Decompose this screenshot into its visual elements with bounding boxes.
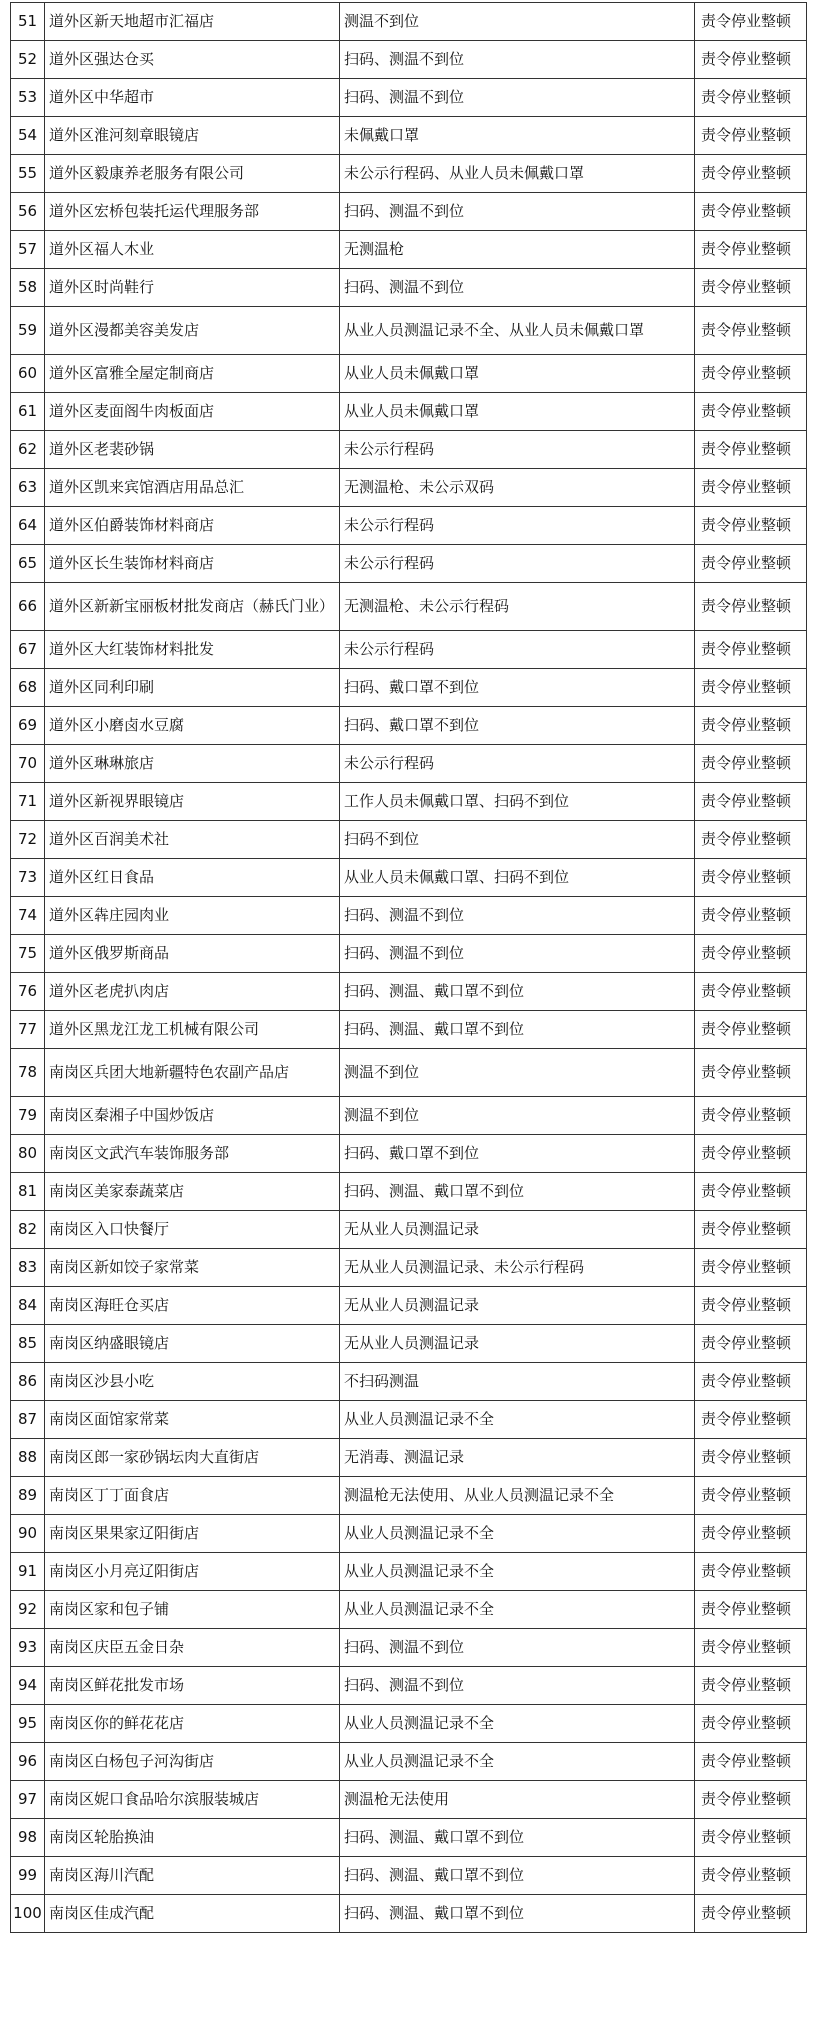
penalty-cell: 责令停业整顿	[695, 1325, 807, 1363]
table-row	[11, 1287, 807, 1325]
penalty-cell: 责令停业整顿	[695, 783, 807, 821]
penalty-cell: 责令停业整顿	[695, 79, 807, 117]
penalty-cell: 责令停业整顿	[695, 1211, 807, 1249]
business-name-cell: 南岗区家和包子铺	[45, 1591, 340, 1629]
business-name-cell: 道外区俄罗斯商品	[45, 935, 340, 973]
violation-cell: 扫码、戴口罩不到位	[340, 669, 695, 707]
business-name-cell: 道外区宏桥包装托运代理服务部	[45, 193, 340, 231]
violation-cell: 扫码、测温、戴口罩不到位	[340, 1173, 695, 1211]
violation-cell: 从业人员测温记录不全	[340, 1515, 695, 1553]
business-name-cell: 南岗区秦湘子中国炒饭店	[45, 1097, 340, 1135]
table-row	[11, 79, 807, 117]
penalty-cell: 责令停业整顿	[695, 1049, 807, 1097]
table-row	[11, 469, 807, 507]
violation-cell: 不扫码测温	[340, 1363, 695, 1401]
table-row	[11, 117, 807, 155]
table-row	[11, 1249, 807, 1287]
business-name-cell: 南岗区入口快餐厅	[45, 1211, 340, 1249]
row-number-cell: 88	[11, 1439, 45, 1477]
violation-cell: 无消毒、测温记录	[340, 1439, 695, 1477]
table-row	[11, 1781, 807, 1819]
violation-cell: 扫码不到位	[340, 821, 695, 859]
business-name-cell: 道外区凯来宾馆酒店用品总汇	[45, 469, 340, 507]
row-number-cell: 97	[11, 1781, 45, 1819]
row-number-cell: 80	[11, 1135, 45, 1173]
penalty-cell: 责令停业整顿	[695, 631, 807, 669]
row-number-cell: 76	[11, 973, 45, 1011]
row-number-cell: 73	[11, 859, 45, 897]
business-name-cell: 道外区黑龙江龙工机械有限公司	[45, 1011, 340, 1049]
row-number-cell: 85	[11, 1325, 45, 1363]
violation-cell: 未公示行程码	[340, 507, 695, 545]
violation-cell: 测温不到位	[340, 3, 695, 41]
row-number-cell: 96	[11, 1743, 45, 1781]
table-row	[11, 745, 807, 783]
penalty-cell: 责令停业整顿	[695, 1173, 807, 1211]
penalty-cell: 责令停业整顿	[695, 1249, 807, 1287]
penalty-cell: 责令停业整顿	[695, 469, 807, 507]
penalty-cell: 责令停业整顿	[695, 155, 807, 193]
penalty-cell: 责令停业整顿	[695, 1781, 807, 1819]
table-row	[11, 707, 807, 745]
table-row	[11, 669, 807, 707]
business-name-cell: 南岗区妮口食品哈尔滨服装城店	[45, 1781, 340, 1819]
business-name-cell: 道外区琳琳旅店	[45, 745, 340, 783]
business-name-cell: 道外区犇庄园肉业	[45, 897, 340, 935]
table-row	[11, 41, 807, 79]
row-number-cell: 92	[11, 1591, 45, 1629]
penalty-cell: 责令停业整顿	[695, 1097, 807, 1135]
violation-cell: 从业人员未佩戴口罩	[340, 393, 695, 431]
business-name-cell: 南岗区面馆家常菜	[45, 1401, 340, 1439]
violation-cell: 测温不到位	[340, 1097, 695, 1135]
table-row	[11, 897, 807, 935]
row-number-cell: 75	[11, 935, 45, 973]
table-row	[11, 1819, 807, 1857]
row-number-cell: 91	[11, 1553, 45, 1591]
table-row	[11, 583, 807, 631]
table-row	[11, 307, 807, 355]
violation-cell: 扫码、测温、戴口罩不到位	[340, 1011, 695, 1049]
business-name-cell: 南岗区新如饺子家常菜	[45, 1249, 340, 1287]
violation-cell: 未公示行程码	[340, 631, 695, 669]
row-number-cell: 83	[11, 1249, 45, 1287]
row-number-cell: 93	[11, 1629, 45, 1667]
penalty-cell: 责令停业整顿	[695, 3, 807, 41]
penalty-cell: 责令停业整顿	[695, 821, 807, 859]
business-name-cell: 南岗区海川汽配	[45, 1857, 340, 1895]
violation-cell: 无从业人员测温记录	[340, 1211, 695, 1249]
business-name-cell: 道外区中华超市	[45, 79, 340, 117]
business-name-cell: 南岗区鲜花批发市场	[45, 1667, 340, 1705]
table-row	[11, 1515, 807, 1553]
table-row	[11, 821, 807, 859]
penalty-cell: 责令停业整顿	[695, 859, 807, 897]
business-name-cell: 道外区漫都美容美发店	[45, 307, 340, 355]
violation-cell: 未公示行程码	[340, 431, 695, 469]
violation-cell: 无测温枪、未公示行程码	[340, 583, 695, 631]
table-row	[11, 631, 807, 669]
row-number-cell: 90	[11, 1515, 45, 1553]
violation-cell: 从业人员测温记录不全	[340, 1743, 695, 1781]
penalty-cell: 责令停业整顿	[695, 1401, 807, 1439]
row-number-cell: 99	[11, 1857, 45, 1895]
table-row	[11, 193, 807, 231]
table-row	[11, 783, 807, 821]
row-number-cell: 84	[11, 1287, 45, 1325]
penalty-cell: 责令停业整顿	[695, 1591, 807, 1629]
penalty-cell: 责令停业整顿	[695, 431, 807, 469]
violation-cell: 扫码、戴口罩不到位	[340, 1135, 695, 1173]
violation-cell: 从业人员测温记录不全	[340, 1553, 695, 1591]
business-name-cell: 南岗区庆臣五金日杂	[45, 1629, 340, 1667]
table-row	[11, 1477, 807, 1515]
penalty-cell: 责令停业整顿	[695, 707, 807, 745]
table-row	[11, 1705, 807, 1743]
penalty-cell: 责令停业整顿	[695, 1895, 807, 1933]
violations-table	[10, 2, 807, 1933]
row-number-cell: 89	[11, 1477, 45, 1515]
table-body	[11, 3, 807, 1933]
row-number-cell: 65	[11, 545, 45, 583]
row-number-cell: 82	[11, 1211, 45, 1249]
penalty-cell: 责令停业整顿	[695, 355, 807, 393]
penalty-cell: 责令停业整顿	[695, 117, 807, 155]
row-number-cell: 68	[11, 669, 45, 707]
violation-cell: 未佩戴口罩	[340, 117, 695, 155]
penalty-cell: 责令停业整顿	[695, 1629, 807, 1667]
business-name-cell: 道外区百润美术社	[45, 821, 340, 859]
violation-cell: 扫码、测温不到位	[340, 1629, 695, 1667]
row-number-cell: 53	[11, 79, 45, 117]
table-row	[11, 1401, 807, 1439]
row-number-cell: 63	[11, 469, 45, 507]
row-number-cell: 54	[11, 117, 45, 155]
violation-cell: 扫码、测温不到位	[340, 193, 695, 231]
violation-cell: 从业人员测温记录不全	[340, 1705, 695, 1743]
penalty-cell: 责令停业整顿	[695, 973, 807, 1011]
business-name-cell: 道外区红日食品	[45, 859, 340, 897]
table-row	[11, 355, 807, 393]
table-row	[11, 1097, 807, 1135]
business-name-cell: 道外区伯爵装饰材料商店	[45, 507, 340, 545]
violation-cell: 扫码、戴口罩不到位	[340, 707, 695, 745]
row-number-cell: 86	[11, 1363, 45, 1401]
business-name-cell: 道外区新新宝丽板材批发商店（赫氏门业）	[45, 583, 340, 631]
penalty-cell: 责令停业整顿	[695, 1135, 807, 1173]
penalty-cell: 责令停业整顿	[695, 1705, 807, 1743]
table-row	[11, 1173, 807, 1211]
penalty-cell: 责令停业整顿	[695, 507, 807, 545]
penalty-cell: 责令停业整顿	[695, 935, 807, 973]
business-name-cell: 南岗区白杨包子河沟街店	[45, 1743, 340, 1781]
penalty-cell: 责令停业整顿	[695, 1819, 807, 1857]
violation-cell: 扫码、测温不到位	[340, 269, 695, 307]
row-number-cell: 59	[11, 307, 45, 355]
row-number-cell: 55	[11, 155, 45, 193]
violation-cell: 测温不到位	[340, 1049, 695, 1097]
penalty-cell: 责令停业整顿	[695, 1743, 807, 1781]
penalty-cell: 责令停业整顿	[695, 231, 807, 269]
violation-cell: 扫码、测温不到位	[340, 41, 695, 79]
penalty-cell: 责令停业整顿	[695, 307, 807, 355]
business-name-cell: 南岗区你的鲜花花店	[45, 1705, 340, 1743]
row-number-cell: 52	[11, 41, 45, 79]
table-row	[11, 973, 807, 1011]
business-name-cell: 南岗区佳成汽配	[45, 1895, 340, 1933]
penalty-cell: 责令停业整顿	[695, 193, 807, 231]
business-name-cell: 道外区新视界眼镜店	[45, 783, 340, 821]
penalty-cell: 责令停业整顿	[695, 897, 807, 935]
business-name-cell: 道外区时尚鞋行	[45, 269, 340, 307]
penalty-cell: 责令停业整顿	[695, 269, 807, 307]
violation-cell: 从业人员未佩戴口罩、扫码不到位	[340, 859, 695, 897]
violation-cell: 未公示行程码、从业人员未佩戴口罩	[340, 155, 695, 193]
row-number-cell: 67	[11, 631, 45, 669]
row-number-cell: 51	[11, 3, 45, 41]
table-row	[11, 1363, 807, 1401]
row-number-cell: 95	[11, 1705, 45, 1743]
row-number-cell: 61	[11, 393, 45, 431]
violation-cell: 从业人员测温记录不全	[340, 1591, 695, 1629]
row-number-cell: 81	[11, 1173, 45, 1211]
penalty-cell: 责令停业整顿	[695, 669, 807, 707]
penalty-cell: 责令停业整顿	[695, 393, 807, 431]
penalty-cell: 责令停业整顿	[695, 1011, 807, 1049]
penalty-cell: 责令停业整顿	[695, 583, 807, 631]
table-row	[11, 1011, 807, 1049]
violation-cell: 无从业人员测温记录	[340, 1325, 695, 1363]
penalty-cell: 责令停业整顿	[695, 1515, 807, 1553]
row-number-cell: 56	[11, 193, 45, 231]
penalty-cell: 责令停业整顿	[695, 1857, 807, 1895]
table-row	[11, 1135, 807, 1173]
violation-cell: 扫码、测温不到位	[340, 935, 695, 973]
business-name-cell: 南岗区美家泰蔬菜店	[45, 1173, 340, 1211]
business-name-cell: 道外区富雅全屋定制商店	[45, 355, 340, 393]
table-row	[11, 1743, 807, 1781]
row-number-cell: 87	[11, 1401, 45, 1439]
row-number-cell: 94	[11, 1667, 45, 1705]
violation-cell: 无从业人员测温记录	[340, 1287, 695, 1325]
row-number-cell: 62	[11, 431, 45, 469]
violation-cell: 无测温枪、未公示双码	[340, 469, 695, 507]
violation-cell: 从业人员测温记录不全	[340, 1401, 695, 1439]
row-number-cell: 98	[11, 1819, 45, 1857]
row-number-cell: 57	[11, 231, 45, 269]
penalty-cell: 责令停业整顿	[695, 41, 807, 79]
table-row	[11, 859, 807, 897]
row-number-cell: 77	[11, 1011, 45, 1049]
business-name-cell: 道外区同利印刷	[45, 669, 340, 707]
violation-cell: 扫码、测温不到位	[340, 1667, 695, 1705]
business-name-cell: 南岗区文武汽车装饰服务部	[45, 1135, 340, 1173]
violation-cell: 扫码、测温不到位	[340, 79, 695, 117]
business-name-cell: 南岗区郎一家砂锅坛肉大直街店	[45, 1439, 340, 1477]
business-name-cell: 道外区小磨卤水豆腐	[45, 707, 340, 745]
violation-cell: 从业人员未佩戴口罩	[340, 355, 695, 393]
violation-cell: 扫码、测温、戴口罩不到位	[340, 1857, 695, 1895]
row-number-cell: 74	[11, 897, 45, 935]
table-row	[11, 155, 807, 193]
row-number-cell: 71	[11, 783, 45, 821]
business-name-cell: 道外区麦面阁牛肉板面店	[45, 393, 340, 431]
business-name-cell: 道外区老裴砂锅	[45, 431, 340, 469]
penalty-cell: 责令停业整顿	[695, 1667, 807, 1705]
business-name-cell: 道外区老虎扒肉店	[45, 973, 340, 1011]
violation-cell: 无从业人员测温记录、未公示行程码	[340, 1249, 695, 1287]
table-row	[11, 1439, 807, 1477]
table-row	[11, 1591, 807, 1629]
business-name-cell: 道外区淮河刻章眼镜店	[45, 117, 340, 155]
row-number-cell: 79	[11, 1097, 45, 1135]
row-number-cell: 69	[11, 707, 45, 745]
table-row	[11, 231, 807, 269]
table-row	[11, 1325, 807, 1363]
business-name-cell: 南岗区丁丁面食店	[45, 1477, 340, 1515]
table-row	[11, 1895, 807, 1933]
violation-cell: 未公示行程码	[340, 545, 695, 583]
business-name-cell: 南岗区海旺仓买店	[45, 1287, 340, 1325]
business-name-cell: 道外区强达仓买	[45, 41, 340, 79]
table-row	[11, 1629, 807, 1667]
penalty-cell: 责令停业整顿	[695, 1439, 807, 1477]
penalty-cell: 责令停业整顿	[695, 1287, 807, 1325]
table-row	[11, 545, 807, 583]
business-name-cell: 南岗区小月亮辽阳街店	[45, 1553, 340, 1591]
business-name-cell: 南岗区轮胎换油	[45, 1819, 340, 1857]
violation-cell: 从业人员测温记录不全、从业人员未佩戴口罩	[340, 307, 695, 355]
violation-cell: 扫码、测温、戴口罩不到位	[340, 1895, 695, 1933]
table-row	[11, 269, 807, 307]
row-number-cell: 70	[11, 745, 45, 783]
penalty-cell: 责令停业整顿	[695, 1477, 807, 1515]
business-name-cell: 道外区毅康养老服务有限公司	[45, 155, 340, 193]
business-name-cell: 道外区福人木业	[45, 231, 340, 269]
row-number-cell: 78	[11, 1049, 45, 1097]
violation-cell: 测温枪无法使用、从业人员测温记录不全	[340, 1477, 695, 1515]
table-row	[11, 393, 807, 431]
row-number-cell: 64	[11, 507, 45, 545]
violation-cell: 测温枪无法使用	[340, 1781, 695, 1819]
row-number-cell: 66	[11, 583, 45, 631]
business-name-cell: 道外区新天地超市汇福店	[45, 3, 340, 41]
row-number-cell: 72	[11, 821, 45, 859]
row-number-cell: 60	[11, 355, 45, 393]
violation-cell: 工作人员未佩戴口罩、扫码不到位	[340, 783, 695, 821]
business-name-cell: 南岗区沙县小吃	[45, 1363, 340, 1401]
table-row	[11, 507, 807, 545]
row-number-cell: 100	[11, 1895, 45, 1933]
penalty-cell: 责令停业整顿	[695, 1363, 807, 1401]
table-row	[11, 1211, 807, 1249]
business-name-cell: 道外区长生装饰材料商店	[45, 545, 340, 583]
table-row	[11, 1667, 807, 1705]
table-row	[11, 935, 807, 973]
table-row	[11, 1553, 807, 1591]
row-number-cell: 58	[11, 269, 45, 307]
business-name-cell: 南岗区纳盛眼镜店	[45, 1325, 340, 1363]
penalty-cell: 责令停业整顿	[695, 745, 807, 783]
violation-cell: 扫码、测温、戴口罩不到位	[340, 1819, 695, 1857]
business-name-cell: 南岗区兵团大地新疆特色农副产品店	[45, 1049, 340, 1097]
business-name-cell: 南岗区果果家辽阳街店	[45, 1515, 340, 1553]
penalty-cell: 责令停业整顿	[695, 1553, 807, 1591]
table-row	[11, 1857, 807, 1895]
violation-cell: 未公示行程码	[340, 745, 695, 783]
violation-cell: 无测温枪	[340, 231, 695, 269]
penalty-cell: 责令停业整顿	[695, 545, 807, 583]
table-row	[11, 431, 807, 469]
violation-cell: 扫码、测温、戴口罩不到位	[340, 973, 695, 1011]
table-row	[11, 1049, 807, 1097]
violation-cell: 扫码、测温不到位	[340, 897, 695, 935]
business-name-cell: 道外区大红装饰材料批发	[45, 631, 340, 669]
table-row	[11, 3, 807, 41]
